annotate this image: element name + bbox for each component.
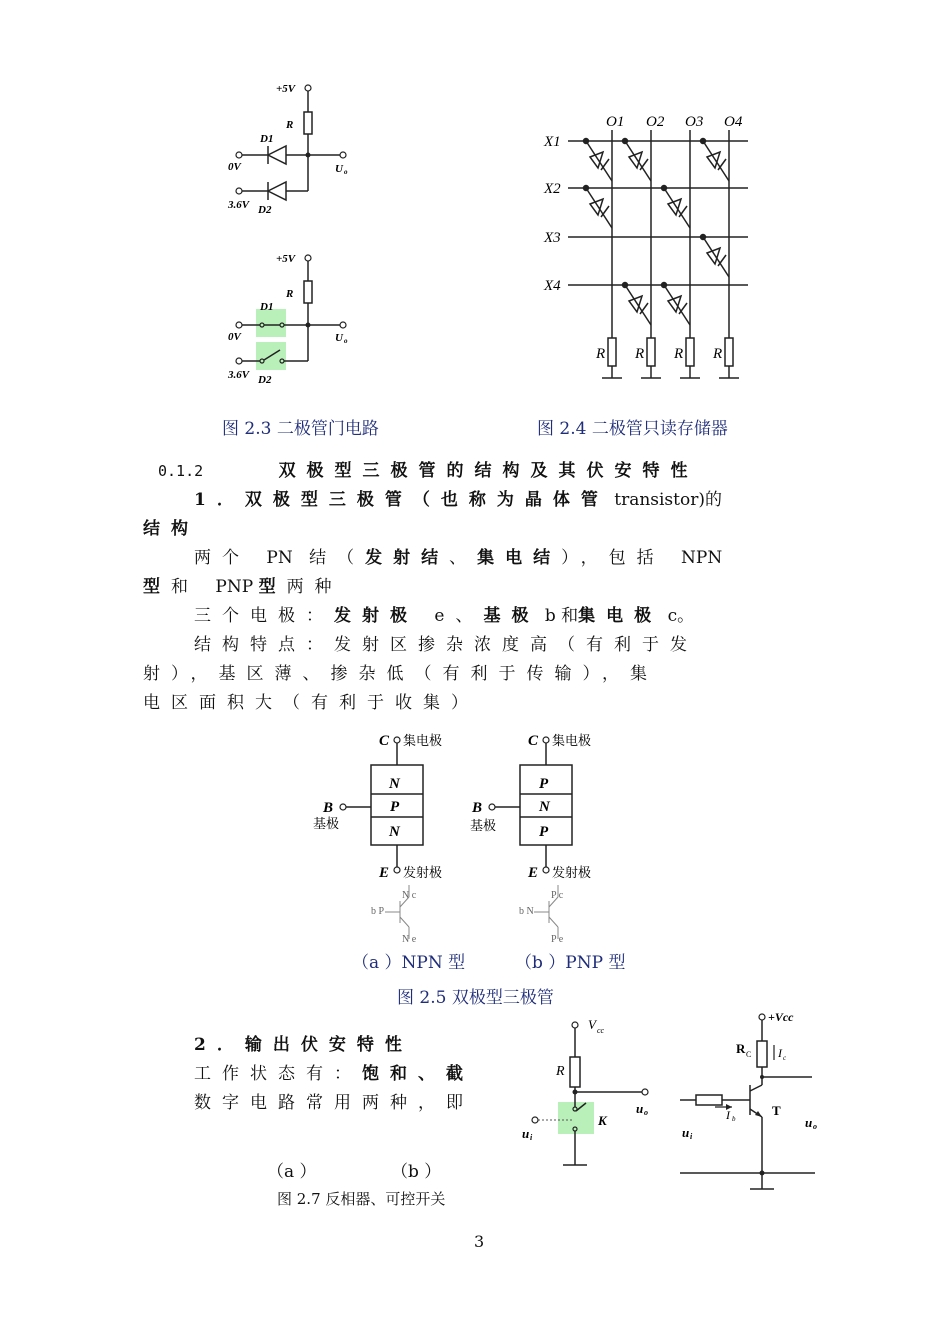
svg-text:P e: P e <box>551 934 564 945</box>
svg-text:R: R <box>596 346 606 362</box>
svg-text:P: P <box>539 776 549 792</box>
figure-2-5-sub-a: （a ）NPN 型 <box>352 953 466 973</box>
figure-2-7-caption: 图 2.7 反相器、可控开关 <box>277 1190 446 1208</box>
paragraph-pn-junctions-cont: 型和 PNP 型两种 <box>143 577 343 597</box>
svg-text:b P: b P <box>371 906 385 917</box>
svg-text:D2: D2 <box>258 204 272 216</box>
svg-text:D2: D2 <box>258 374 272 386</box>
figure-2-3-diode-gate <box>220 80 370 390</box>
svg-text:P: P <box>539 824 549 840</box>
paragraph-features-cont1: 射），基区薄、掺杂低（有利于传输），集 <box>143 664 658 684</box>
rom-diode <box>707 248 726 266</box>
svg-text:o: o <box>813 1122 817 1131</box>
figure-2-4-diode-rom <box>540 108 760 393</box>
paragraph-electrodes: 三个电极：发射极 e、基极 b 和集电极 c。 <box>194 606 695 626</box>
svg-text:P: P <box>390 799 400 815</box>
svg-text:o: o <box>344 337 348 345</box>
svg-text:o: o <box>344 168 348 176</box>
figure-2-7-sub-a: （a ） <box>267 1162 317 1182</box>
figure-2-3-caption: 图 2.3 二极管门电路 <box>222 419 379 439</box>
svg-text:u: u <box>682 1125 690 1140</box>
svg-text:o: o <box>644 1108 648 1117</box>
svg-text:cc: cc <box>597 1026 605 1035</box>
svg-text:I: I <box>778 1046 782 1060</box>
svg-text:X2: X2 <box>544 181 561 197</box>
svg-text:O2: O2 <box>646 114 665 130</box>
svg-text:基极: 基极 <box>313 816 340 831</box>
paragraph-features: 结构特点：发射区掺杂浓度高（有利于发 <box>194 635 698 655</box>
svg-text:+5V: +5V <box>276 253 296 265</box>
svg-text:U: U <box>335 332 343 344</box>
svg-text:B: B <box>472 800 483 816</box>
paragraph-structure-heading: 1．双极型三极管（也称为晶体管 transistor)的 <box>194 490 722 510</box>
svg-text:P c: P c <box>551 890 564 901</box>
svg-text:C: C <box>379 733 390 749</box>
rom-diode <box>590 199 609 217</box>
paragraph-structure-heading-cont: 结构 <box>143 519 199 539</box>
svg-text:V: V <box>588 1017 596 1032</box>
svg-text:发射极: 发射极 <box>403 865 443 880</box>
section-heading-0-1-2: 0.1.2 双极型三极管的结构及其伏安特性 <box>158 461 699 481</box>
rom-diode <box>629 296 648 314</box>
svg-text:i: i <box>530 1133 533 1142</box>
svg-text:0V: 0V <box>228 331 241 343</box>
svg-text:O4: O4 <box>724 114 743 130</box>
svg-text:c: c <box>783 1054 787 1062</box>
rom-diode <box>707 152 726 170</box>
svg-text:R: R <box>286 288 294 300</box>
figure-2-4-caption: 图 2.4 二极管只读存储器 <box>537 419 728 439</box>
figure-2-5-sub-b: （b ）PNP 型 <box>515 953 626 973</box>
svg-text:3.6V: 3.6V <box>228 369 250 381</box>
svg-text:X3: X3 <box>544 230 561 246</box>
svg-text:b: b <box>732 1115 736 1123</box>
svg-text:3.6V: 3.6V <box>228 199 250 211</box>
svg-text:u: u <box>636 1101 644 1116</box>
rom-diode <box>590 152 609 170</box>
svg-text:0V: 0V <box>228 161 241 173</box>
svg-text:基极: 基极 <box>470 818 497 833</box>
svg-text:B: B <box>323 800 334 816</box>
page-number: 3 <box>474 1232 485 1251</box>
svg-text:发射极: 发射极 <box>552 865 592 880</box>
rom-diode <box>668 199 687 217</box>
figure-2-7-inverter-switch <box>510 1005 830 1190</box>
svg-text:N: N <box>389 776 400 792</box>
svg-text:K: K <box>598 1113 607 1128</box>
svg-text:i: i <box>690 1132 693 1141</box>
svg-text:R: R <box>635 346 645 362</box>
section-2-heading: 2．输出伏安特性 <box>194 1035 413 1055</box>
svg-text:u: u <box>522 1126 530 1141</box>
svg-text:+Vcc: +Vcc <box>768 1010 794 1024</box>
svg-text:C: C <box>528 733 539 749</box>
section-2-line-2: 数字电路常用两种，即 <box>194 1093 474 1113</box>
rom-diode <box>629 152 648 170</box>
svg-text:R: R <box>286 119 294 131</box>
svg-text:N: N <box>539 799 550 815</box>
svg-text:E: E <box>379 865 390 881</box>
svg-text:U: U <box>335 163 343 175</box>
svg-text:集电极: 集电极 <box>552 733 592 748</box>
figure-2-5-bjt-structure <box>305 725 635 950</box>
svg-text:u: u <box>805 1115 813 1130</box>
svg-text:R: R <box>736 1041 746 1056</box>
svg-text:集电极: 集电极 <box>403 733 443 748</box>
svg-text:N: N <box>389 824 400 840</box>
svg-text:R: R <box>713 346 723 362</box>
rom-diode <box>668 296 687 314</box>
svg-text:I: I <box>726 1108 730 1122</box>
svg-text:O1: O1 <box>606 114 625 130</box>
section-2-line-1: 工作状态有：饱和、截 <box>194 1064 474 1084</box>
svg-text:+5V: +5V <box>276 83 296 95</box>
svg-text:O3: O3 <box>685 114 704 130</box>
svg-text:D1: D1 <box>260 133 274 145</box>
svg-text:X4: X4 <box>544 278 561 294</box>
svg-text:T: T <box>772 1103 781 1118</box>
svg-text:b N: b N <box>519 906 534 917</box>
svg-text:R: R <box>674 346 684 362</box>
paragraph-pn-junctions: 两个 PN 结（发射结、集电结），包括 NPN <box>194 548 723 568</box>
paragraph-features-cont2: 电区面积大（有利于收集） <box>143 693 479 713</box>
svg-text:R: R <box>556 1064 565 1079</box>
svg-text:N c: N c <box>402 890 417 901</box>
figure-2-5-caption: 图 2.5 双极型三极管 <box>397 988 554 1008</box>
svg-text:D1: D1 <box>260 301 274 313</box>
svg-text:E: E <box>528 865 539 881</box>
svg-text:N e: N e <box>402 934 417 945</box>
svg-text:X1: X1 <box>544 134 561 150</box>
svg-text:C: C <box>746 1050 752 1059</box>
figure-2-7-sub-b: （b ） <box>391 1162 442 1182</box>
